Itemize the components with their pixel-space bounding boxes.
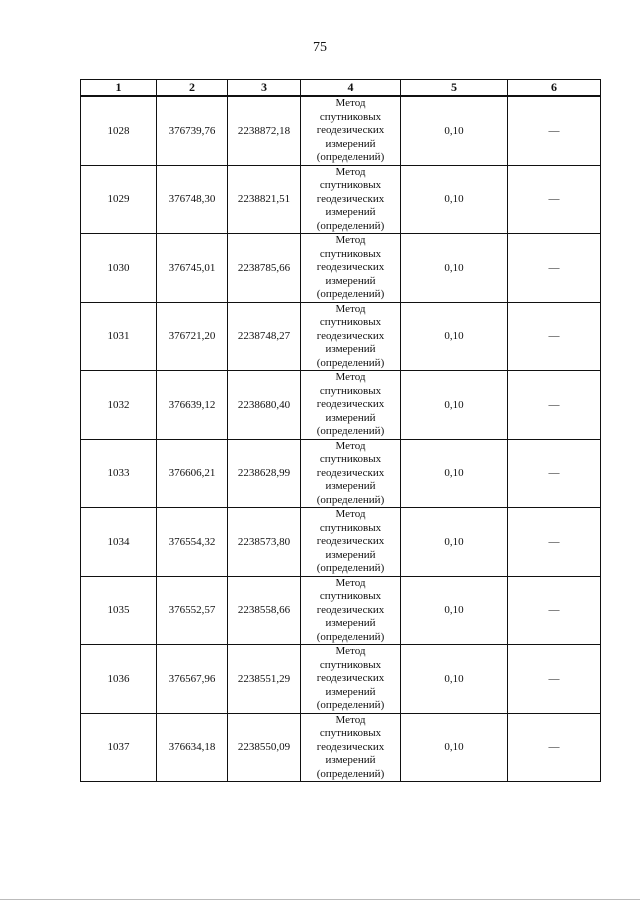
x-coordinate-cell: 376606,21 — [157, 439, 228, 508]
table-row — [81, 576, 601, 645]
table-row — [81, 234, 601, 303]
table-row — [81, 165, 601, 234]
dash-mark: — — [548, 330, 560, 343]
description-cell — [508, 713, 601, 782]
description-cell — [508, 439, 601, 508]
accuracy-cell: 0,10 — [401, 302, 508, 371]
method-text-line: измерений — [325, 685, 376, 698]
method-text-line: спутниковых — [319, 658, 382, 671]
method-text-line: Метод — [335, 165, 366, 178]
accuracy-cell: 0,10 — [401, 713, 508, 782]
scan-bottom-edge — [0, 899, 640, 900]
description-cell — [508, 96, 601, 165]
method-text-line: (определений) — [316, 219, 385, 232]
accuracy-cell: 0,10 — [401, 234, 508, 303]
page-number: 75 — [313, 40, 327, 55]
method-text-line: Метод — [335, 234, 366, 246]
description-cell — [508, 165, 601, 234]
table-row — [81, 508, 601, 577]
method-cell — [301, 508, 401, 577]
method-text-line: геодезических — [316, 466, 385, 479]
point-number-cell: 1036 — [81, 645, 157, 714]
dash-mark: — — [548, 741, 560, 754]
accuracy-cell: 0,10 — [401, 439, 508, 508]
method-text-line: измерений — [325, 480, 376, 492]
method-cell — [301, 234, 401, 303]
method-text-line: спутниковых — [319, 247, 382, 260]
method-text-line: геодезических — [316, 672, 385, 684]
description-cell — [508, 234, 601, 303]
point-number-cell: 1028 — [81, 96, 157, 165]
point-number-cell: 1031 — [81, 302, 157, 371]
method-text-line: измерений — [325, 343, 376, 355]
method-cell — [301, 302, 401, 371]
accuracy-cell: 0,10 — [401, 165, 508, 234]
header-col-4: 4 — [301, 80, 401, 97]
header-col-1: 1 — [81, 80, 157, 97]
x-coordinate-cell: 376739,76 — [157, 96, 228, 165]
method-text-line: геодезических — [316, 740, 385, 753]
x-coordinate-cell: 376567,96 — [157, 645, 228, 714]
method-text-line: измерений — [325, 137, 376, 150]
method-text-line: Метод — [335, 371, 366, 383]
x-coordinate-cell: 376552,57 — [157, 576, 228, 645]
dash-mark: — — [548, 193, 560, 206]
x-coordinate-cell: 376745,01 — [157, 234, 228, 303]
method-text-line: (определений) — [316, 356, 385, 369]
table-row — [81, 645, 601, 714]
coordinates-table — [80, 79, 601, 782]
header-col-3: 3 — [228, 80, 301, 97]
method-cell — [301, 645, 401, 714]
method-text-line: геодезических — [316, 398, 385, 410]
y-coordinate-cell: 2238550,09 — [228, 713, 301, 782]
method-text-line: Метод — [335, 439, 366, 452]
method-text-line: (определений) — [316, 425, 385, 437]
y-coordinate-cell: 2238551,29 — [228, 645, 301, 714]
method-text-line: спутниковых — [319, 521, 382, 534]
point-number-cell: 1035 — [81, 576, 157, 645]
method-text-line: геодезических — [316, 329, 385, 342]
method-text-line: (определений) — [316, 767, 385, 780]
method-cell — [301, 96, 401, 165]
y-coordinate-cell: 2238748,27 — [228, 302, 301, 371]
method-cell — [301, 165, 401, 234]
y-coordinate-cell: 2238573,80 — [228, 508, 301, 577]
table-row — [81, 371, 601, 440]
method-text-line: (определений) — [316, 151, 385, 163]
accuracy-cell: 0,10 — [401, 576, 508, 645]
accuracy-cell: 0,10 — [401, 371, 508, 440]
method-text-line: спутниковых — [319, 179, 382, 191]
y-coordinate-cell: 2238628,99 — [228, 439, 301, 508]
x-coordinate-cell: 376554,32 — [157, 508, 228, 577]
dash-mark: — — [548, 535, 560, 548]
y-coordinate-cell: 2238872,18 — [228, 96, 301, 165]
method-text-line: измерений — [325, 206, 376, 218]
table-row — [81, 439, 601, 508]
method-text-line: измерений — [325, 754, 376, 766]
method-text-line: (определений) — [316, 562, 385, 574]
method-text-line: измерений — [325, 617, 376, 629]
x-coordinate-cell: 376721,20 — [157, 302, 228, 371]
method-text-line: (определений) — [316, 699, 385, 711]
table-row — [81, 713, 601, 782]
method-text-line: (определений) — [316, 630, 385, 643]
method-text-line: измерений — [325, 274, 376, 287]
point-number-cell: 1034 — [81, 508, 157, 577]
table-header-row — [81, 80, 601, 97]
accuracy-cell: 0,10 — [401, 508, 508, 577]
header-col-6: 6 — [508, 80, 601, 97]
dash-mark: — — [548, 672, 560, 685]
method-text-line: спутниковых — [319, 316, 382, 328]
method-text-line: Метод — [335, 508, 366, 520]
method-text-line: (определений) — [316, 493, 385, 506]
point-number-cell: 1030 — [81, 234, 157, 303]
table-row — [81, 302, 601, 371]
accuracy-cell: 0,10 — [401, 645, 508, 714]
method-text-line: спутниковых — [319, 590, 382, 602]
x-coordinate-cell: 376748,30 — [157, 165, 228, 234]
method-text-line: измерений — [325, 548, 376, 561]
method-cell — [301, 576, 401, 645]
y-coordinate-cell: 2238821,51 — [228, 165, 301, 234]
description-cell — [508, 371, 601, 440]
description-cell — [508, 645, 601, 714]
method-text-line: геодезических — [316, 192, 385, 205]
description-cell — [508, 508, 601, 577]
point-number-cell: 1032 — [81, 371, 157, 440]
method-text-line: геодезических — [316, 261, 385, 273]
description-cell — [508, 302, 601, 371]
y-coordinate-cell: 2238680,40 — [228, 371, 301, 440]
dash-mark: — — [548, 124, 560, 137]
method-text-line: Метод — [335, 645, 366, 657]
x-coordinate-cell: 376634,18 — [157, 713, 228, 782]
method-text-line: геодезических — [316, 124, 385, 136]
y-coordinate-cell: 2238785,66 — [228, 234, 301, 303]
header-col-5: 5 — [401, 80, 508, 97]
method-text-line: спутниковых — [319, 453, 382, 465]
method-text-line: (определений) — [316, 288, 385, 300]
method-text-line: Метод — [335, 713, 366, 726]
method-text-line: спутниковых — [319, 384, 382, 397]
dash-mark: — — [548, 604, 560, 617]
point-number-cell: 1037 — [81, 713, 157, 782]
method-text-line: геодезических — [316, 603, 385, 616]
method-cell — [301, 713, 401, 782]
y-coordinate-cell: 2238558,66 — [228, 576, 301, 645]
dash-mark: — — [548, 398, 560, 411]
dash-mark: — — [548, 261, 560, 274]
point-number-cell: 1033 — [81, 439, 157, 508]
table-row — [81, 96, 601, 165]
method-text-line: Метод — [335, 302, 366, 315]
method-text-line: Метод — [335, 576, 366, 589]
description-cell — [508, 576, 601, 645]
x-coordinate-cell: 376639,12 — [157, 371, 228, 440]
method-text-line: спутниковых — [319, 110, 382, 123]
method-text-line: Метод — [335, 97, 366, 109]
accuracy-cell: 0,10 — [401, 96, 508, 165]
method-text-line: спутниковых — [319, 727, 382, 739]
method-cell — [301, 371, 401, 440]
point-number-cell: 1029 — [81, 165, 157, 234]
method-cell — [301, 439, 401, 508]
method-text-line: измерений — [325, 411, 376, 424]
header-col-2: 2 — [157, 80, 228, 97]
method-text-line: геодезических — [316, 535, 385, 547]
dash-mark: — — [548, 467, 560, 480]
